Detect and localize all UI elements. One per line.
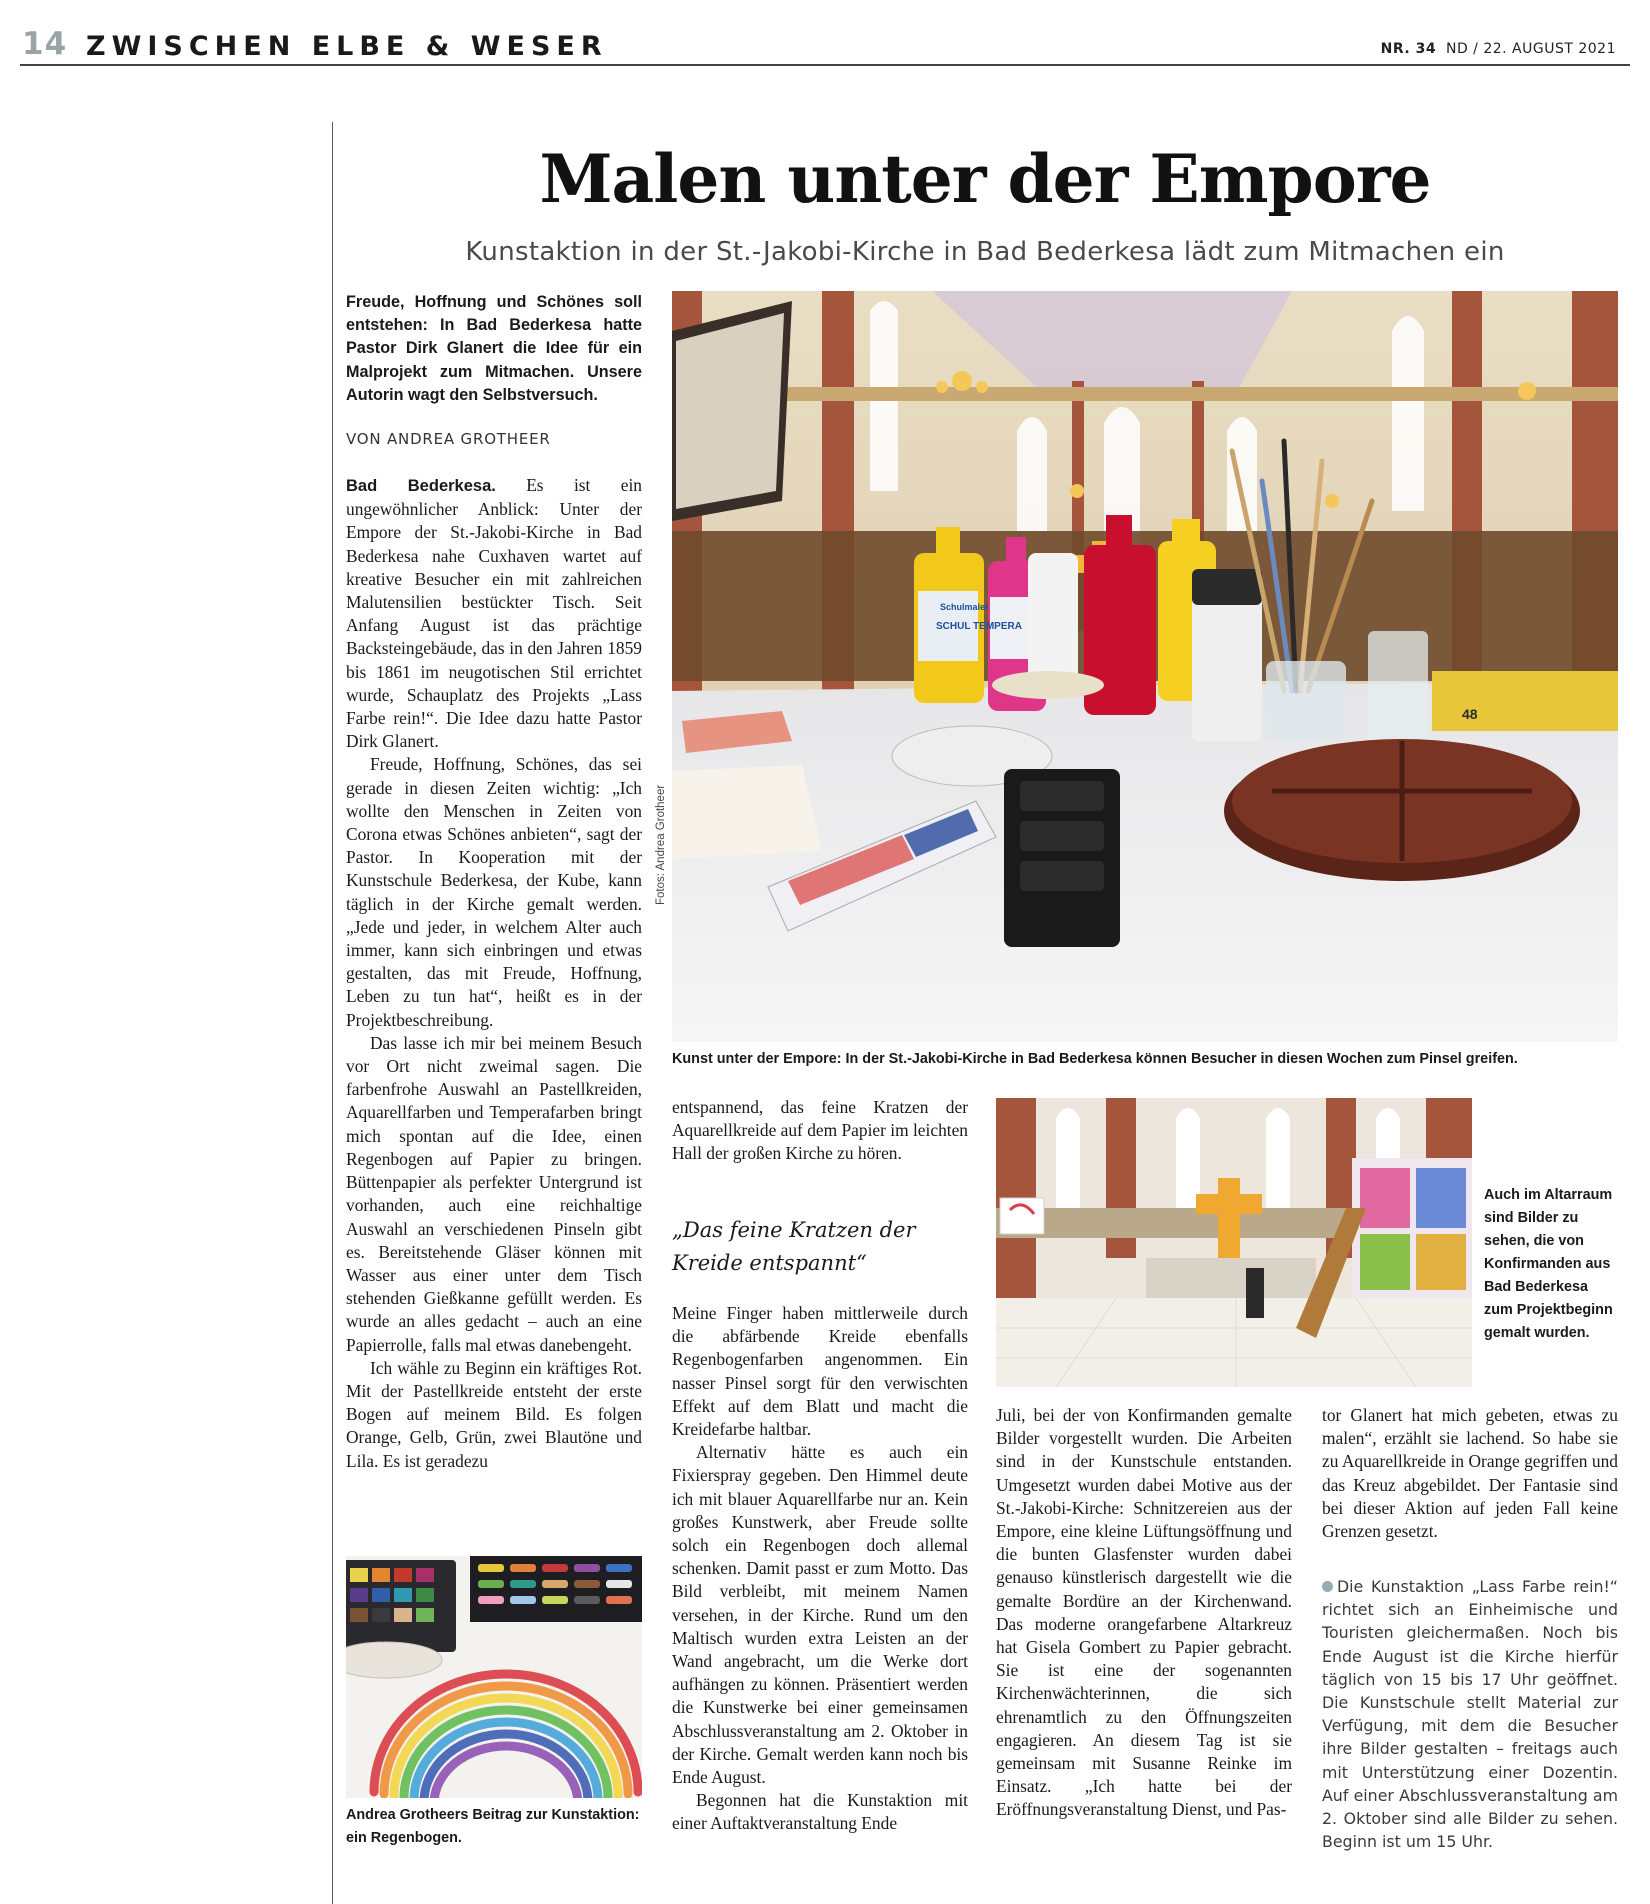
text-column-1	[346, 474, 642, 1473]
photo-credit: Fotos: Andrea Grotheer	[655, 784, 667, 905]
column-rule	[332, 122, 333, 1904]
info-box	[1322, 1575, 1618, 1853]
jar	[1266, 661, 1346, 741]
paragraph	[346, 474, 642, 753]
text-column-2-top	[672, 1096, 968, 1166]
pastel-box	[1432, 671, 1618, 731]
tape-roll	[992, 671, 1104, 699]
paper-pad	[672, 765, 822, 859]
paragraph: Freude, Hoffnung, Schönes, das sei gerade in diesen Zeiten wichtig: „Ich wollte den Menschen in Zeiten von Corona etwas Schönes anbieten“, sagt der Pastor. In Kooperation mit der Kunstschule Bederkesa, der Kube, kann täglich in der Kirche gemalt werden. „Jede und jeder, in welchem Alter auch immer, kann sich einbringen und etwas gestalten, das mit Freude, Hoffnung, Leben zu tun hat“, heißt es in der Projektbeschreibung.	[346, 754, 642, 1030]
article-intro: Freude, Hoffnung und Schönes soll entstehen: In Bad Bederkesa hatte Pastor Dirk Glanert die Idee für ein Malprojekt zum Mitmachen. Unsere Autorin wagt den Selbstversuch.	[346, 293, 642, 404]
header-rule	[20, 64, 1630, 66]
text-column-2	[672, 1302, 968, 1836]
brown-tray	[1224, 739, 1580, 881]
bullet-icon	[1322, 1581, 1333, 1592]
church-table-scene	[672, 291, 1618, 1042]
text-column-4	[1322, 1404, 1618, 1543]
rainbow-drawing	[346, 1556, 642, 1798]
glass	[1368, 631, 1428, 751]
paragraph: tor Glanert hat mich gebeten, etwas zu malen“, erzählt sie lachend. So habe sie zu Aquarellkreide in Orange gegriffen und das Kreuz abgebildet. Der Fantasie sind bei dieser Aktion auf jeden Fall keine Grenzen gesetzt.	[1322, 1405, 1618, 1542]
main-photo-caption: Kunst unter der Empore: In der St.-Jakobi-Kirche in Bad Bederkesa können Besucher in diesen Wochen zum Pinsel greifen.	[672, 1051, 1518, 1067]
issue-info	[1381, 41, 1616, 57]
dateline: Bad Bederkesa.	[346, 477, 496, 495]
bottle-label: SCHUL TEMPERA	[936, 621, 1022, 632]
paragraph: Alternativ hätte es auch ein Fixierspray gegeben. Den Himmel deute ich mit blauer Aquarellfarbe nur an. Kein großes Kunstwerk, aber Freude sollte solch ein Regenbogen doch allemal schenken. Damit passt er zum Motto. Das Bild verbleibt, mit meinem Namen versehen, in der Kirche. Rund um den Maltisch wurden extra Leisten an der Wand angebracht, um die Werke dort aufhängen zu können. Präsentiert werden die Kunstwerke bei einer gemeinsamen Abschlussveranstaltung am 2. Oktober in der Kirche. Gemalt werden kann noch bis Ende August.	[672, 1442, 968, 1788]
paragraph: Das lasse ich mir bei meinem Besuch vor Ort nicht zweimal sagen. Die farbenfrohe Auswahl an Pastellkreiden, Aquarellfarben und Temperafarben bringt mich spontan auf die Idee, einen Regenbogen auf Papier zu bringen. Büttenpapier als perfekter Untergrund ist vorhanden, auch eine reichhaltige Auswahl an verschiedenen Pinseln gibt es. Bereitstehende Gläser können mit Wasser aus einer unter dem Tisch stehenden Gießkanne gefüllt werden. Es wurde an alles gedacht – auch an eine Papierrolle, falls mal etwas danebengeht.	[346, 1032, 642, 1355]
text-column-3	[996, 1404, 1292, 1822]
paragraph: Meine Finger haben mittlerweile durch die abfärbende Kreide ebenfalls Regenbogenfarben angenommen. Ein nasser Pinsel sorgt für den verwischten Effekt auf dem Blatt und macht die Kreidefarbe haltbar.	[672, 1303, 968, 1440]
paragraph: Begonnen hat die Kunstaktion mit einer Auftaktveranstaltung Ende	[672, 1790, 968, 1834]
subheadline: Kunstaktion in der St.-Jakobi-Kirche in Bad Bederkesa lädt zum Mitmachen ein	[465, 237, 1505, 267]
paragraph-text: Es ist ein ungewöhnlicher Anblick: Unter der Empore der St.-Jakobi-Kirche in Bad Bederkesa nahe Cuxhaven wartet auf kreative Besucher ein mit zahlreichen Malutensilien bestückter Tisch. Seit Anfang August ist das prächtige Backsteingebäude, das in den Jahren 1859 bis 1861 im neugotischen Stil errichtet wurde, Schauplatz des Projekts „Lass Farbe rein!“. Die Idee dazu hatte Pastor Dirk Glanert.	[346, 475, 642, 752]
pull-quote: „Das feine Kratzen der Kreide entspannt“	[672, 1218, 916, 1275]
rainbow-photo	[346, 1556, 642, 1798]
paragraph: Ich wähle zu Beginn ein kräftiges Rot. Mit der Pastellkreide entsteht der erste Bogen auf meinem Bild. Es folgen Orange, Gelb, Grün, zwei Blautöne und Lila. Es ist geradezu	[346, 1357, 642, 1471]
altar-photo-caption: Auch im Altarraum sind Bilder zu sehen, die von Konfirmanden aus Bad Bederkesa zum Projektbeginn gemalt wurden.	[1484, 1187, 1613, 1341]
bottle-brand: Schulmaler	[940, 602, 989, 612]
altar-room-scene	[996, 1098, 1472, 1387]
paragraph: entspannend, das feine Kratzen der Aquarellkreide auf dem Papier im leichten Hall der großen Kirche zu hören.	[672, 1097, 969, 1164]
issue-number: NR. 34	[1380, 41, 1437, 57]
headline: Malen unter der Empore	[539, 140, 1431, 218]
gallery-beam	[672, 387, 1618, 401]
pastel-box	[470, 1556, 642, 1622]
page-number: 14	[22, 26, 68, 62]
main-photo	[672, 291, 1618, 1042]
issue-date: ND / 22. AUGUST 2021	[1445, 41, 1616, 57]
rainbow-photo-caption: Andrea Grotheers Beitrag zur Kunstaktion: ein Regenbogen.	[346, 1807, 640, 1846]
altar-photo	[996, 1098, 1472, 1387]
byline: VON ANDREA GROTHEER	[346, 430, 551, 448]
watercolor-palette	[346, 1560, 456, 1678]
paragraph: Juli, bei der von Konfirmanden gemalte Bilder vorgestellt wurden. Die Arbeiten sind in der Kunstschule entstanden. Umgesetzt wurden dabei Motive aus der St.-Jakobi-Kirche: Schnitzereien aus der Empore, eine kleine Lüftungsöffnung und die bunten Glasfenster wurden dabei genauso künstlerisch dargestellt wie die gemalte Bordüre an der Kirchenwand. Das moderne orangefarbene Altarkreuz hat Gisela Gombert zu Papier gebracht. Sie ist eine der sogenannten Kirchenwächterinnen, die sich ehrenamtlich zu den Öffnungszeiten engagieren. An diesem Tag ist sie gemeinsam mit Susanne Reinke im Einsatz. „Ich hatte bei der Eröffnungsveranstaltung Dienst, und Pas-	[996, 1405, 1292, 1820]
watercolor-tin	[1004, 769, 1120, 947]
section-title: ZWISCHEN ELBE & WESER	[86, 31, 608, 62]
info-text: Die Kunstaktion „Lass Farbe rein!“ richtet sich an Einheimische und Touristen gleichermaßen. Noch bis Ende August ist die Kirche hierfür täglich von 15 bis 17 Uhr geöffnet. Die Kunstschule stellt Material zur Verfügung, mit dem die Besucher ihre Bilder gestalten – freitags auch mit Unterstützung einer Dozentin. Auf einer Abschlussveranstaltung am 2. Oktober sind alle Bilder zu sehen. Beginn ist um 15 Uhr.	[1322, 1577, 1618, 1852]
box-number: 48	[1462, 706, 1478, 722]
